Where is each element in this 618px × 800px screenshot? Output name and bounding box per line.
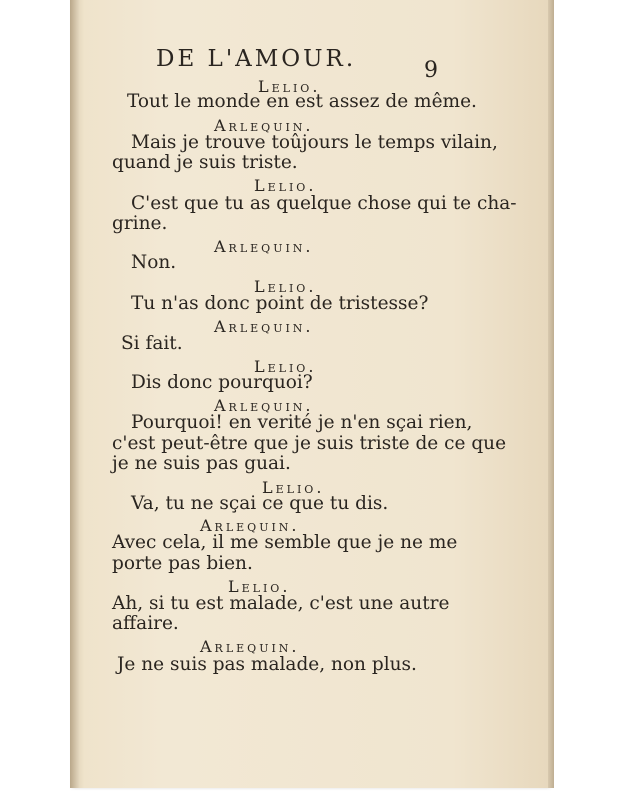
speaker-label: Arlequin. xyxy=(200,516,300,535)
dialogue-line: quand je suis triste. xyxy=(112,152,298,173)
speaker-label: Arlequin. xyxy=(214,396,314,415)
dialogue-line: je ne suis pas guai. xyxy=(112,453,291,474)
dialogue-line: c'est peut-être que je suis triste de ce que xyxy=(112,433,507,454)
speaker-label: Lelio. xyxy=(258,77,321,96)
speaker-label: Lelio. xyxy=(254,357,317,376)
speaker-label: Lelio. xyxy=(262,478,325,497)
dialogue-line: Je ne suis pas malade, non plus. xyxy=(117,654,417,675)
running-head: DE L'AMOUR. xyxy=(156,46,357,72)
speaker-label: Arlequin. xyxy=(214,116,314,135)
dialogue-line: Pourquoi! en verité je n'en sçai rien, xyxy=(131,412,473,433)
speaker-label: Arlequin. xyxy=(214,317,314,336)
speaker-label: Lelio. xyxy=(228,577,291,596)
dialogue-line: C'est que tu as quelque chose qui te cha- xyxy=(131,193,517,214)
dialogue-line: Si fait. xyxy=(121,333,183,354)
dialogue-line: Non. xyxy=(131,252,177,273)
dialogue-line: Ah, si tu est malade, c'est une autre xyxy=(112,593,450,614)
speaker-label: Arlequin. xyxy=(200,637,300,656)
dialogue-line: porte pas bien. xyxy=(112,553,253,574)
dialogue-line: Tout le monde en est assez de même. xyxy=(127,91,477,112)
speaker-label: Lelio. xyxy=(254,277,317,296)
dialogue-line: Dis donc pourquoi? xyxy=(131,372,313,393)
dialogue-line: Tu n'as donc point de tristesse? xyxy=(131,293,429,314)
dialogue-line: Avec cela, il me semble que je ne me xyxy=(112,532,458,553)
page-gutter xyxy=(70,0,80,788)
page-edge xyxy=(548,0,554,788)
dialogue-line: affaire. xyxy=(112,613,179,634)
dialogue-line: grine. xyxy=(112,213,168,234)
page-number: 9 xyxy=(424,58,438,83)
speaker-label: Arlequin. xyxy=(214,237,314,256)
dialogue-line: Mais je trouve toûjours le temps vilain, xyxy=(131,132,498,153)
speaker-label: Lelio. xyxy=(254,176,317,195)
dialogue-line: Va, tu ne sçai ce que tu dis. xyxy=(131,493,389,514)
